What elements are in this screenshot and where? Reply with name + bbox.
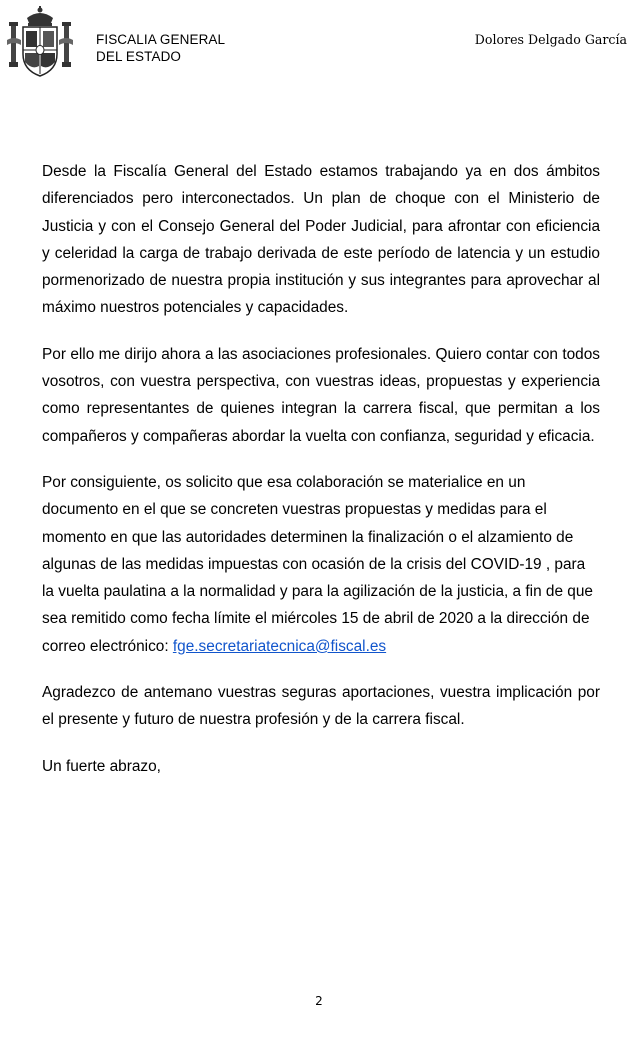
page-number: 2 <box>315 994 323 1008</box>
organization-name <box>96 31 225 65</box>
paragraph-2: Por ello me dirijo ahora a las asociaciones profesionales. Quiero contar con todos vosotros, con vuestra perspectiva, con vuestras ideas, propuestas y experiencia como representantes de quienes integran la carrera fiscal, que permitan a los compañeros y compañeras abordar la vuelta con confianza, seguridad y eficacia. <box>42 345 600 445</box>
paragraph-4: Agradezco de antemano vuestras seguras aportaciones, vuestra implicación por el presente y futuro de nuestra profesión y de la carrera fiscal. <box>42 684 600 729</box>
org-line-2: DEL ESTADO <box>96 49 182 64</box>
paragraph-3 <box>42 469 600 660</box>
email-link[interactable]: fge.secretariatecnica@fiscal.es <box>172 637 387 655</box>
signer-name: Dolores Delgado García <box>474 32 627 47</box>
closing-line: Un fuerte abrazo, <box>42 757 161 775</box>
paragraph-3-text: Por consiguiente, os solicito que esa colaboración se materialice en un documento en el que se concreten vuestras propuestas y medidas para el momento en que las autoridades determinen la finalización o el alzamiento de algunas de las medidas impuestas con ocasión de la crisis del COVID-19 , para la vuelta paulatina a la normalidad y para la agilización de la justicia, a fin de que sea remitido como fecha límite el miércoles 15 de abril de 2020 a la dirección de correo electrónico: <box>42 473 593 655</box>
paragraph-1: Desde la Fiscalía General del Estado estamos trabajando ya en dos ámbitos diferenciados pero interconectados. Un plan de choque con el Ministerio de Justicia y con el Consejo General del Poder Judicial, para afrontar con eficiencia y celeridad la carga de trabajo derivada de este período de latencia y un estudio pormenorizado de nuestra propia institución y sus integrantes para aprovechar al máximo nuestros potenciales y capacidades. <box>42 163 600 317</box>
spain-coat-of-arms-icon <box>5 4 75 78</box>
letter-body <box>42 158 600 799</box>
org-line-1: FISCALIA GENERAL <box>96 32 226 47</box>
